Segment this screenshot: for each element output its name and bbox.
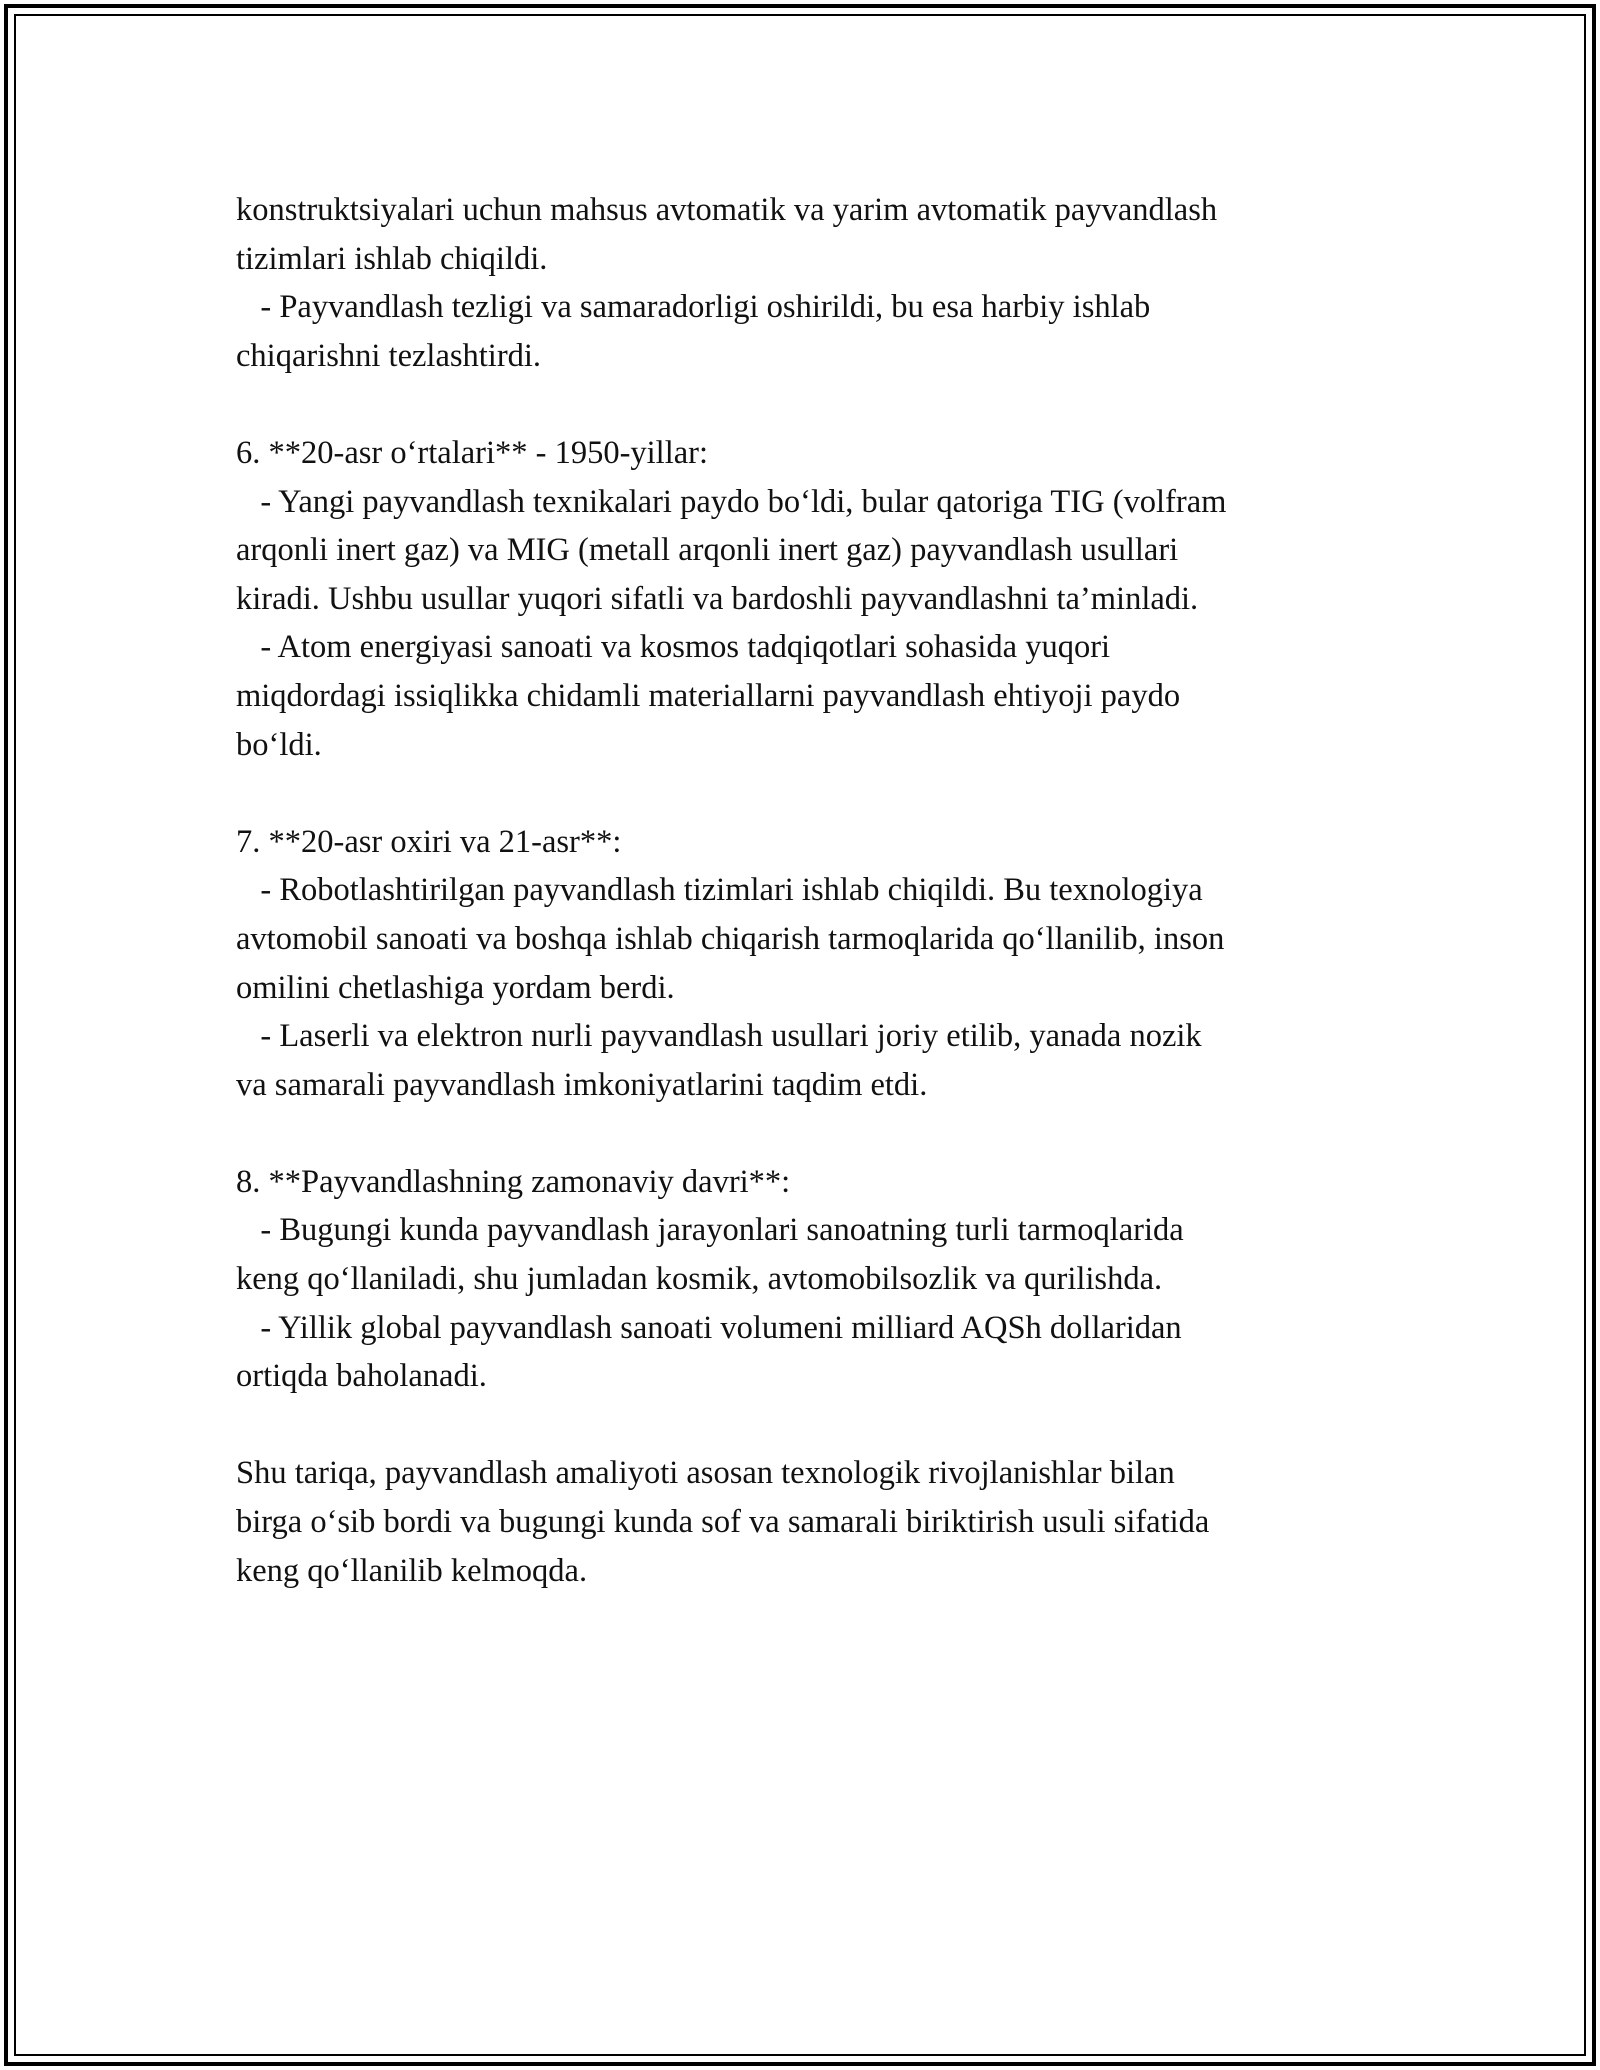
conclusion-line: Shu tariqa, payvandlash amaliyoti asosan texnologik rivojlanishlar bilan: [236, 1455, 1175, 1492]
document-body: [236, 186, 1376, 1595]
section-7-line: - Robotlashtirilgan payvandlash tizimlari ishlab chiqildi. Bu texnologiya: [236, 872, 1203, 909]
section-7-line: va samarali payvandlash imkoniyatlarini taqdim etdi.: [236, 1066, 928, 1103]
conclusion-line: keng qo‘llanilib kelmoqda.: [236, 1552, 588, 1589]
section-6-line: arqonli inert gaz) va MIG (metall arqonli inert gaz) payvandlash usullari: [236, 532, 1179, 569]
section-8-line: - Bugungi kunda payvandlash jarayonlari sanoatning turli tarmoqlarida: [236, 1212, 1184, 1249]
paragraph-gap: [236, 380, 1376, 429]
section-6-line: miqdordagi issiqlikka chidamli materiallarni payvandlash ehtiyoji paydo: [236, 677, 1181, 714]
intro-line: konstruktsiyalari uchun mahsus avtomatik va yarim avtomatik payvandlash: [236, 192, 1218, 228]
intro-line: tizimlari ishlab chiqildi.: [236, 240, 548, 277]
conclusion-line: birga o‘sib bordi va bugungi kunda sof va samarali biriktirish usuli sifatida: [236, 1504, 1210, 1541]
intro-line: - Payvandlash tezligi va samaradorligi oshirildi, bu esa harbiy ishlab: [236, 289, 1151, 326]
section-7-line: avtomobil sanoati va boshqa ishlab chiqarish tarmoqlarida qo‘llanilib, inson: [236, 920, 1225, 957]
section-6-line: - Atom energiyasi sanoati va kosmos tadqiqotlari sohasida yuqori: [236, 629, 1111, 666]
section-6-line: bo‘ldi.: [236, 726, 322, 763]
section-7-line: - Laserli va elektron nurli payvandlash usullari joriy etilib, yanada nozik: [236, 1018, 1202, 1055]
section-6-line: - Yangi payvandlash texnikalari paydo bo‘ldi, bular qatoriga TIG (volfram: [236, 483, 1227, 520]
section-8-line: keng qo‘llaniladi, shu jumladan kosmik, avtomobilsozlik va qurilishda.: [236, 1261, 1163, 1298]
section-7-line: omilini chetlashiga yordam berdi.: [236, 969, 675, 1006]
paragraph-gap: [236, 1401, 1376, 1450]
section-6-line: kiradi. Ushbu usullar yuqori sifatli va bardoshli payvandlashni ta’minladi.: [236, 580, 1199, 617]
paragraph-gap: [236, 1109, 1376, 1158]
section-8-heading: 8. **Payvandlashning zamonaviy davri**:: [236, 1163, 791, 1200]
paragraph-gap: [236, 769, 1376, 818]
section-8-line: - Yillik global payvandlash sanoati volumeni milliard AQSh dollaridan: [236, 1309, 1182, 1346]
section-8-line: ortiqda baholanadi.: [236, 1358, 487, 1395]
section-6-heading: 6. **20-asr o‘rtalari** - 1950-yillar:: [236, 434, 709, 471]
section-7-heading: 7. **20-asr oxiri va 21-asr**:: [236, 823, 622, 860]
intro-line: chiqarishni tezlashtirdi.: [236, 337, 542, 374]
